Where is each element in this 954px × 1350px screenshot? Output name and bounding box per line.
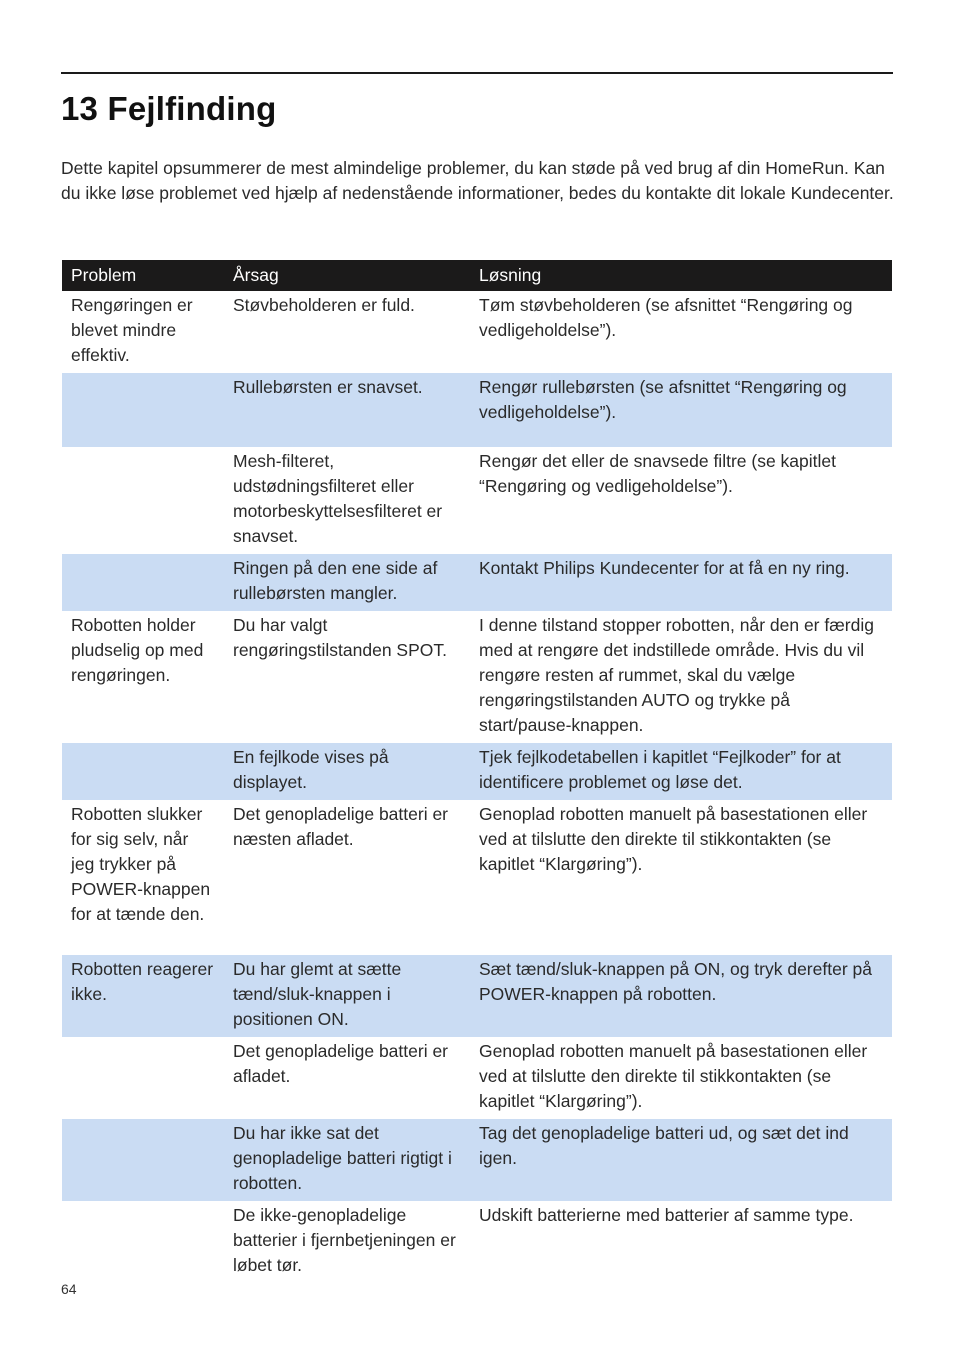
table-row [62,955,892,1037]
problem-cell [62,1201,224,1283]
cause-cell: Du har valgt rengøringstilstanden SPOT. [233,615,447,660]
solution-cell: Kontakt Philips Kundecenter for at få en ny ring. [470,554,892,611]
cause-cell: Ringen på den ene side af rullebørsten mangler. [224,554,470,611]
table-row [62,447,892,554]
problem-cell [62,554,224,611]
cause-cell: Mesh-filteret, udstødningsfilteret eller motorbeskyttelsesfilteret er snavset. [233,451,443,546]
solution-cell: Udskift batterierne med batterier af samme type. [479,1205,854,1225]
solution-cell: Rengør det eller de snavsede filtre (se kapitlet “Rengøring og vedligeholdelse”). [479,451,836,496]
page-number: 64 [61,1281,77,1297]
table-row [62,611,892,743]
table-row [62,800,892,955]
top-rule [61,72,893,74]
troubleshooting-table [62,260,892,1283]
table-row [62,743,892,800]
cause-cell: De ikke-genopladelige batterier i fjernbetjeningen er løbet tør. [233,1205,456,1275]
solution-cell: Rengør rullebørsten (se afsnittet “Rengøring og vedligeholdelse”). [470,373,892,447]
chapter-title: 13 Fejlfinding [61,90,277,127]
table-header-row [62,260,892,291]
table-row [62,373,892,447]
header-problem: Problem [62,260,224,291]
solution-cell: Sæt tænd/sluk-knappen på ON, og tryk derefter på POWER-knappen på robotten. [470,955,892,1037]
solution-cell: Tjek fejlkodetabellen i kapitlet “Fejlkoder” for at identificere problemet og løse det. [470,743,892,800]
cause-cell: Støvbeholderen er fuld. [233,295,415,315]
solution-cell: Tøm støvbeholderen (se afsnittet “Rengøring og vedligeholdelse”). [479,295,853,340]
cause-cell: Du har glemt at sætte tænd/sluk-knappen i positionen ON. [224,955,470,1037]
problem-cell: Robotten holder pludselig op med rengøringen. [71,615,204,685]
solution-cell: Tag det genopladelige batteri ud, og sæt det ind igen. [470,1119,892,1201]
solution-cell: I denne tilstand stopper robotten, når den er færdig med at rengøre det indstillede område. Hvis du vil rengøre resten af rummet, skal du vælge rengøringstilstanden AUTO og trykke på start/pause-knappen. [479,615,874,735]
table-row [62,554,892,611]
problem-cell [62,1119,224,1201]
header-cause: Årsag [224,260,470,291]
cause-cell: Det genopladelige batteri er næsten afladet. [233,804,449,849]
solution-cell: Genoplad robotten manuelt på basestationen eller ved at tilslutte den direkte til stikkontakten (se kapitlet “Klargøring”). [479,804,868,874]
header-solution: Løsning [470,260,892,291]
cause-cell: En fejlkode vises på displayet. [224,743,470,800]
table-row [62,1037,892,1119]
solution-cell: Genoplad robotten manuelt på basestationen eller ved at tilslutte den direkte til stikkontakten (se kapitlet “Klargøring”). [479,1041,868,1111]
cause-cell: Det genopladelige batteri er afladet. [233,1041,449,1086]
cause-cell: Du har ikke sat det genopladelige batteri rigtigt i robotten. [224,1119,470,1201]
problem-cell: Rengøringen er blevet mindre effektiv. [71,295,193,365]
problem-cell [62,447,224,554]
problem-cell [62,743,224,800]
cause-cell: Rullebørsten er snavset. [224,373,470,447]
problem-cell: Robotten reagerer ikke. [62,955,224,1037]
problem-cell: Robotten slukker for sig selv, når jeg trykker på POWER-knappen for at tænde den. [71,804,211,924]
table-row [62,1119,892,1201]
problem-cell [62,1037,224,1119]
table-row [62,1201,892,1283]
intro-paragraph: Dette kapitel opsummerer de mest almindelige problemer, du kan støde på ved brug af din HomeRun. Kan du ikke løse problemet ved hjælp af nedenstående informationer, bedes du kontakte dit lokale Kundecenter. [61,158,894,203]
table-row [62,291,892,373]
problem-cell [62,373,224,447]
